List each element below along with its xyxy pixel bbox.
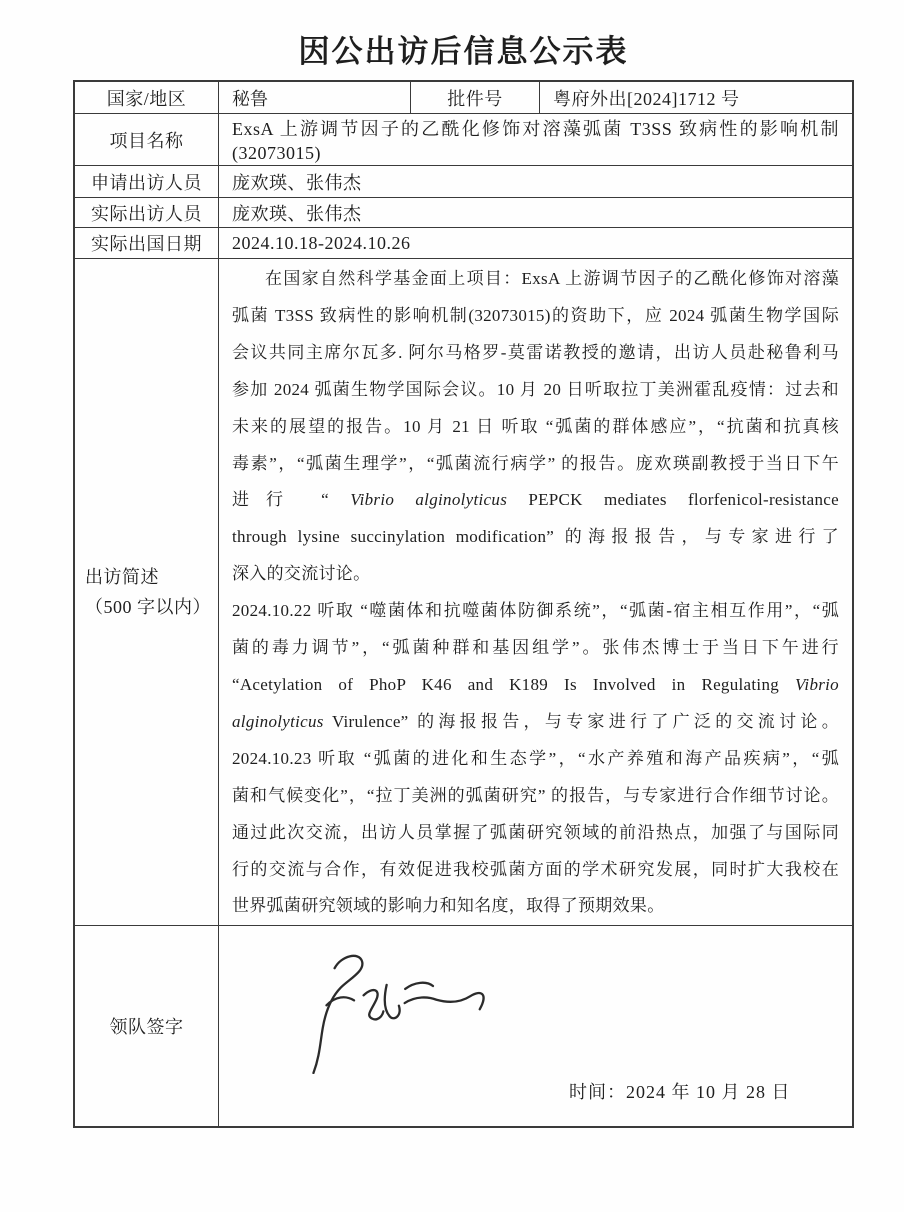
summary-line: 菌的毒力调节”，“弧菌种群和基因组学”。张伟杰博士于当日下午进行 bbox=[232, 638, 839, 658]
trip-summary-text bbox=[219, 259, 852, 925]
summary-line: 弧菌 T3SS 致病性的影响机制(32073015)的资助下，应 2024 弧菌生物学国际 bbox=[232, 305, 839, 325]
form-table bbox=[73, 80, 854, 1128]
summary-line: 2024.10.22 听取 “噬菌体和抗噬菌体防御系统”，“弧菌-宿主相互作用”，“弧 bbox=[232, 601, 839, 621]
summary-line: 行的交流与合作，有效促进我校弧菌方面的学术研究发展，同时扩大我校在 bbox=[232, 859, 839, 879]
country-label: 国家/地区 bbox=[75, 82, 219, 113]
summary-line: 未来的展望的报告。10 月 21 日 听取 “弧菌的群体感应”，“抗菌和抗真核 bbox=[232, 416, 839, 436]
applied-personnel-value: 庞欢瑛、张伟杰 bbox=[232, 172, 362, 193]
leader-signature-area bbox=[219, 926, 852, 1126]
page-title: 因公出访后信息公示表 bbox=[298, 34, 629, 69]
row-travel-dates bbox=[75, 227, 852, 258]
summary-line: 菌和气候变化”，“拉丁美洲的弧菌研究” 的报告，与专家进行合作细节讨论。 bbox=[232, 785, 839, 805]
country-value: 秘鲁 bbox=[232, 88, 268, 109]
summary-line: 世界弧菌研究领域的影响力和知名度，取得了预期效果。 bbox=[232, 896, 665, 916]
summary-line: 进行 “ Vibrio alginolyticus PEPCK mediates florfenicol-resistance bbox=[232, 490, 839, 510]
summary-line: 会议共同主席尔瓦多. 阿尔马格罗-莫雷诺教授的邀请，出访人员赴秘鲁利马 bbox=[232, 342, 839, 362]
trip-summary-label-line2: （500 字以内） bbox=[85, 597, 211, 617]
summary-line: “Acetylation of PhoP K46 and K189 Is Involved in Regulating Vibrio bbox=[232, 674, 839, 694]
approval-number-value: 粤府外出[2024]1712 号 bbox=[553, 88, 740, 109]
project-name-value: ExsA 上游调节因子的乙酰化修饰对溶藻弧菌 T3SS 致病性的影响机制(32073015) bbox=[232, 119, 839, 163]
row-country-approval bbox=[75, 82, 852, 113]
summary-line: 2024.10.23 听取 “弧菌的进化和生态学”，“水产养殖和海产品疾病”，“弧 bbox=[232, 748, 839, 768]
actual-personnel-label: 实际出访人员 bbox=[75, 198, 219, 227]
summary-line: 深入的交流讨论。 bbox=[232, 564, 371, 584]
signature-date: 时间：2024 年 10 月 28 日 bbox=[569, 1082, 791, 1102]
summary-line: 参加 2024 弧菌生物学国际会议。10 月 20 日听取拉丁美洲霍乱疫情：过去和 bbox=[232, 379, 839, 399]
row-applied-personnel bbox=[75, 165, 852, 197]
row-trip-summary bbox=[75, 258, 852, 925]
row-project bbox=[75, 113, 852, 165]
summary-line: 通过此次交流，出访人员掌握了弧菌研究领域的前沿热点，加强了与国际同 bbox=[232, 822, 839, 842]
trip-summary-label-line1: 出访简述 bbox=[85, 567, 159, 587]
approval-number-label: 批件号 bbox=[410, 82, 540, 113]
summary-line: through lysine succinylation modification” 的海报报告，与专家进行了 bbox=[232, 527, 839, 547]
travel-dates-value: 2024.10.18-2024.10.26 bbox=[232, 232, 411, 253]
project-name-label: 项目名称 bbox=[75, 114, 219, 165]
trip-summary-label bbox=[75, 259, 219, 925]
row-actual-personnel bbox=[75, 197, 852, 227]
travel-dates-label: 实际出国日期 bbox=[75, 228, 219, 258]
actual-personnel-value: 庞欢瑛、张伟杰 bbox=[232, 203, 362, 224]
applied-personnel-label: 申请出访人员 bbox=[75, 166, 219, 197]
summary-line: 毒素”，“弧菌生理学”，“弧菌流行病学” 的报告。庞欢瑛副教授于当日下午 bbox=[232, 453, 839, 473]
summary-line: alginolyticus Virulence” 的海报报告，与专家进行了广泛的交流讨论。 bbox=[232, 711, 839, 731]
leader-signature-label: 领队签字 bbox=[75, 926, 219, 1126]
handwritten-signature-image bbox=[277, 946, 497, 1074]
summary-line: 在国家自然科学基金面上项目：ExsA 上游调节因子的乙酰化修饰对溶藻 bbox=[265, 269, 839, 288]
row-leader-signature bbox=[75, 925, 852, 1126]
